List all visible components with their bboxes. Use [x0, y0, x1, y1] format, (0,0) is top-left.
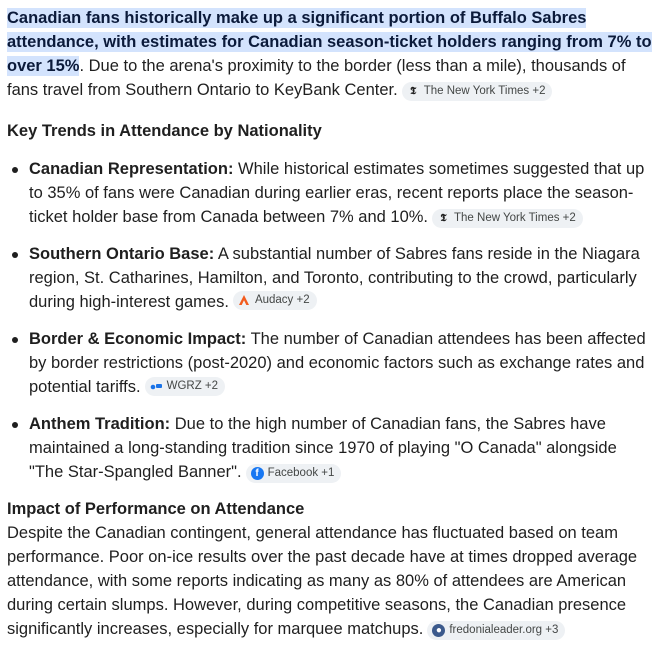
- bullet-icon: [12, 167, 18, 173]
- facebook-logo-icon: f: [251, 467, 264, 480]
- nyt-logo-icon: 𝕿: [410, 86, 417, 97]
- wgrz-logo-icon: [150, 380, 163, 393]
- trends-list: [7, 157, 655, 484]
- item-text: The number of Canadian attendees has been affected by border restrictions (post-2020) and economic factors such as exchange rates and potential tariffs.: [29, 330, 646, 396]
- nyt-logo-icon: 𝕿: [440, 213, 447, 224]
- source-chip-label: Facebook +1: [267, 467, 335, 479]
- item-title: Border & Economic Impact:: [29, 330, 247, 348]
- list-item: [7, 327, 655, 399]
- source-chip-nyt[interactable]: [432, 209, 583, 228]
- source-chip-label: WGRZ +2: [166, 379, 219, 392]
- item-title: Southern Ontario Base:: [29, 245, 215, 263]
- item-text: While historical estimates sometimes suggested that up to 35% of fans were Canadian during earlier eras, recent reports place the season-ticket holder base from Canada between 7% and 10%.: [29, 160, 645, 226]
- highlighted-summary[interactable]: Canadian fans historically make up a significant portion of Buffalo Sabres attendance, with estimates for Canadian season-ticket holders ranging from 7% to over 15%: [7, 9, 652, 75]
- source-chip-facebook[interactable]: [246, 464, 342, 483]
- bullet-icon: [12, 252, 18, 258]
- intro-paragraph: [7, 6, 655, 102]
- audacy-logo-icon: [238, 294, 251, 307]
- source-chip-wgrz[interactable]: [145, 377, 225, 396]
- source-chip-nyt[interactable]: [402, 82, 553, 101]
- source-chip-fredonialeader[interactable]: [427, 621, 565, 640]
- section-heading-trends: Key Trends in Attendance by Nationality: [7, 122, 322, 140]
- item-title: Canadian Representation:: [29, 160, 234, 178]
- source-chip-audacy[interactable]: [233, 291, 317, 310]
- item-text: A substantial number of Sabres fans reside in the Niagara region, St. Catharines, Hamilton, and Toronto, contributing to the crowd, particularly during high-interest games.: [29, 245, 640, 311]
- source-chip-label: Audacy +2: [254, 293, 310, 306]
- source-chip-label: fredonialeader.org +3: [449, 624, 559, 636]
- impact-paragraph: [7, 521, 655, 641]
- section-heading-impact: Impact of Performance on Attendance: [7, 500, 305, 518]
- source-chip-label: The New York Times +2: [454, 212, 576, 224]
- list-item: [7, 412, 655, 484]
- item-text: Due to the high number of Canadian fans, the Sabres have maintained a long-standing tradition since 1970 of playing "O Canada" alongside "The Star-Spangled Banner".: [29, 415, 617, 481]
- source-chip-label: The New York Times +2: [423, 85, 546, 97]
- item-title: Anthem Tradition:: [29, 415, 171, 433]
- list-item: [7, 157, 655, 229]
- bullet-icon: [12, 422, 18, 428]
- list-item: [7, 242, 655, 314]
- impact-text: Despite the Canadian contingent, general attendance has fluctuated based on team performance. Poor on-ice results over the past decade have at times dropped average attendance, with some reports indicating as many as 80% of attendees are American during certain slumps. However, during competitive seasons, the Canadian presence significantly increases, especially for marquee matchups.: [7, 524, 638, 638]
- intro-text: . Due to the arena's proximity to the border (less than a mile), thousands of fans travel from Southern Ontario to KeyBank Center.: [7, 57, 626, 99]
- fredonialeader-logo-icon: ●: [432, 624, 445, 637]
- bullet-icon: [12, 337, 18, 343]
